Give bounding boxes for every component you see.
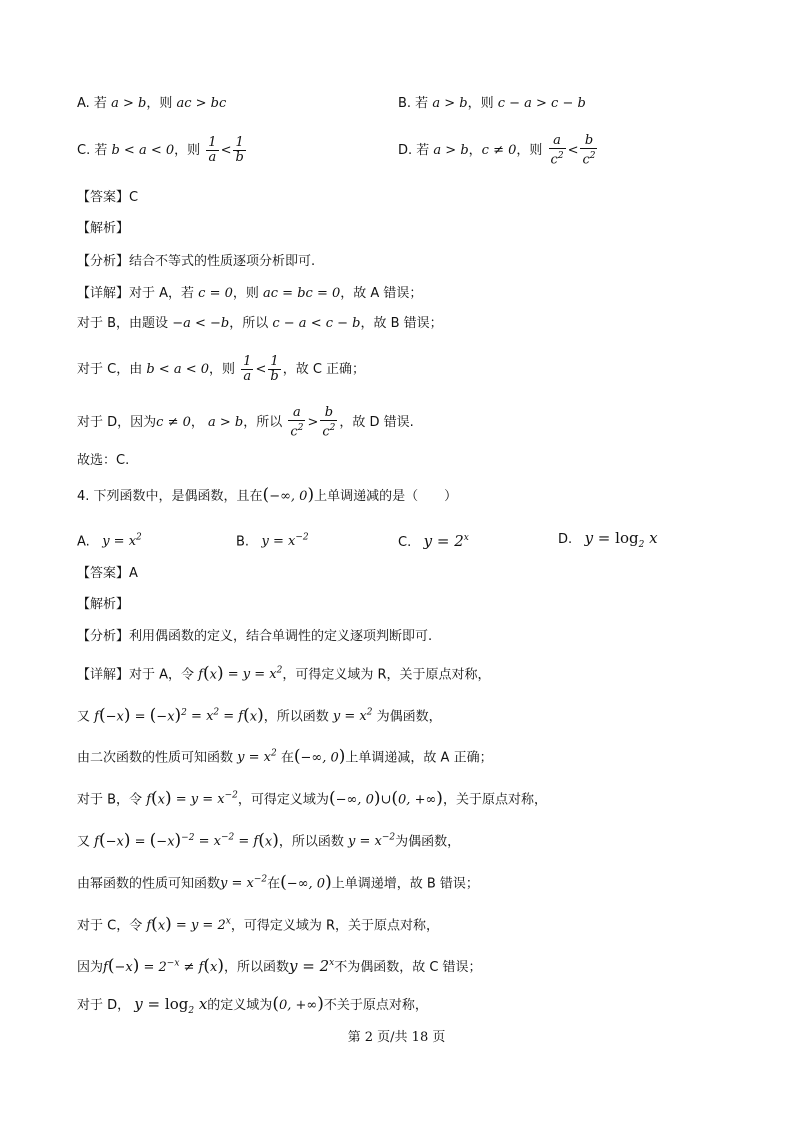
analysis-summary-3: 【分析】结合不等式的性质逐项分析即可. (77, 254, 316, 269)
detail-b: 对于 B，由题设 −a < −b，所以 c − a < c − b，故 B 错误； (77, 316, 443, 331)
conclusion-3: 故选：C. (77, 453, 130, 468)
answer-3: 【答案】C (77, 190, 139, 205)
q4-option-b: B. $y = x^{-2}$ (236, 533, 309, 550)
q4-option-d: D. $y = \log_2 x$ (558, 529, 658, 550)
q4-line-1: 【详解】对于 A，令 $f(x) = y = x^2$，可得定义域为 R，关于原点对称， (77, 663, 491, 684)
q4-option-a: A. $y = x^2$ (77, 533, 142, 550)
q4-line-4: 对于 B，令 $f(x) = y = x^{-2}$，可得定义域为(−∞, 0)∪(0, +∞)，关于原点对称， (77, 788, 547, 809)
detail-a: 【详解】对于 A，若 c = 0，则 ac = bc = 0，故 A 错误； (77, 286, 423, 301)
option-a: A. 若 a > b，则 ac > bc (77, 96, 227, 111)
q4-line-7: 对于 C，令 $f(x) = y = 2^x$，可得定义域为 R，关于原点对称， (77, 914, 439, 935)
analysis-heading-3: 【解析】 (77, 221, 130, 236)
page-footer: 第 2 页/共 18 页 (347, 1030, 446, 1045)
q4-line-8: 因为$f(-x) = 2^{-x} \ne f(x)$，所以函数$y = 2^x$不为偶函数，故 C 错误； (77, 956, 482, 976)
q4-line-9: 对于 D， $y = \log_2 x$的定义域为(0, +∞)不关于原点对称， (77, 994, 428, 1016)
analysis-heading-4: 【解析】 (77, 597, 130, 612)
detail-c: 对于 C，由 b < a < 0，则 $\frac{1}{a}$ < $\frac{1}{b}$ ，故 C 正确； (77, 354, 366, 384)
option-c: C. 若 b < a < 0，则 $\frac{1}{a}$ < $\frac{1}{b}$ (77, 135, 244, 165)
option-d: D. 若 a > b，c ≠ 0，则 $\frac{a}{c^2}$ < $\frac{b}{c^2}$ (398, 132, 596, 168)
question-4-stem: 4. 下列函数中，是偶函数，且在(−∞, 0)上单调递减的是（ ） (77, 485, 458, 505)
analysis-summary-4: 【分析】利用偶函数的定义，结合单调性的定义逐项判断即可. (77, 629, 433, 644)
q4-line-2: 又 $f(-x) = (-x)^2 = x^2 = f(x)$，所以函数 $y = x^2$ 为偶函数， (77, 705, 442, 726)
q4-line-6: 由幂函数的性质可知函数$y = x^{-2}$在(−∞, 0)上单调递增，故 B 错误； (77, 872, 479, 893)
q4-line-3: 由二次函数的性质可知函数 $y = x^2$ 在(−∞, 0)上单调递减，故 A 正确； (77, 746, 493, 767)
detail-d: 对于 D，因为c ≠ 0， a > b，所以 $\frac{a}{c^2}$ > $\frac{b}{c^2}$ ，故 D 错误. (77, 404, 414, 440)
option-b: B. 若 a > b，则 c − a > c − b (398, 96, 586, 111)
q4-line-5: 又 $f(-x) = (-x)^{-2} = x^{-2} = f(x)$，所以函数 $y = x^{-2}$为偶函数， (77, 830, 461, 851)
answer-4: 【答案】A (77, 566, 138, 581)
q4-option-c: C. $y = 2^x$ (398, 532, 469, 550)
